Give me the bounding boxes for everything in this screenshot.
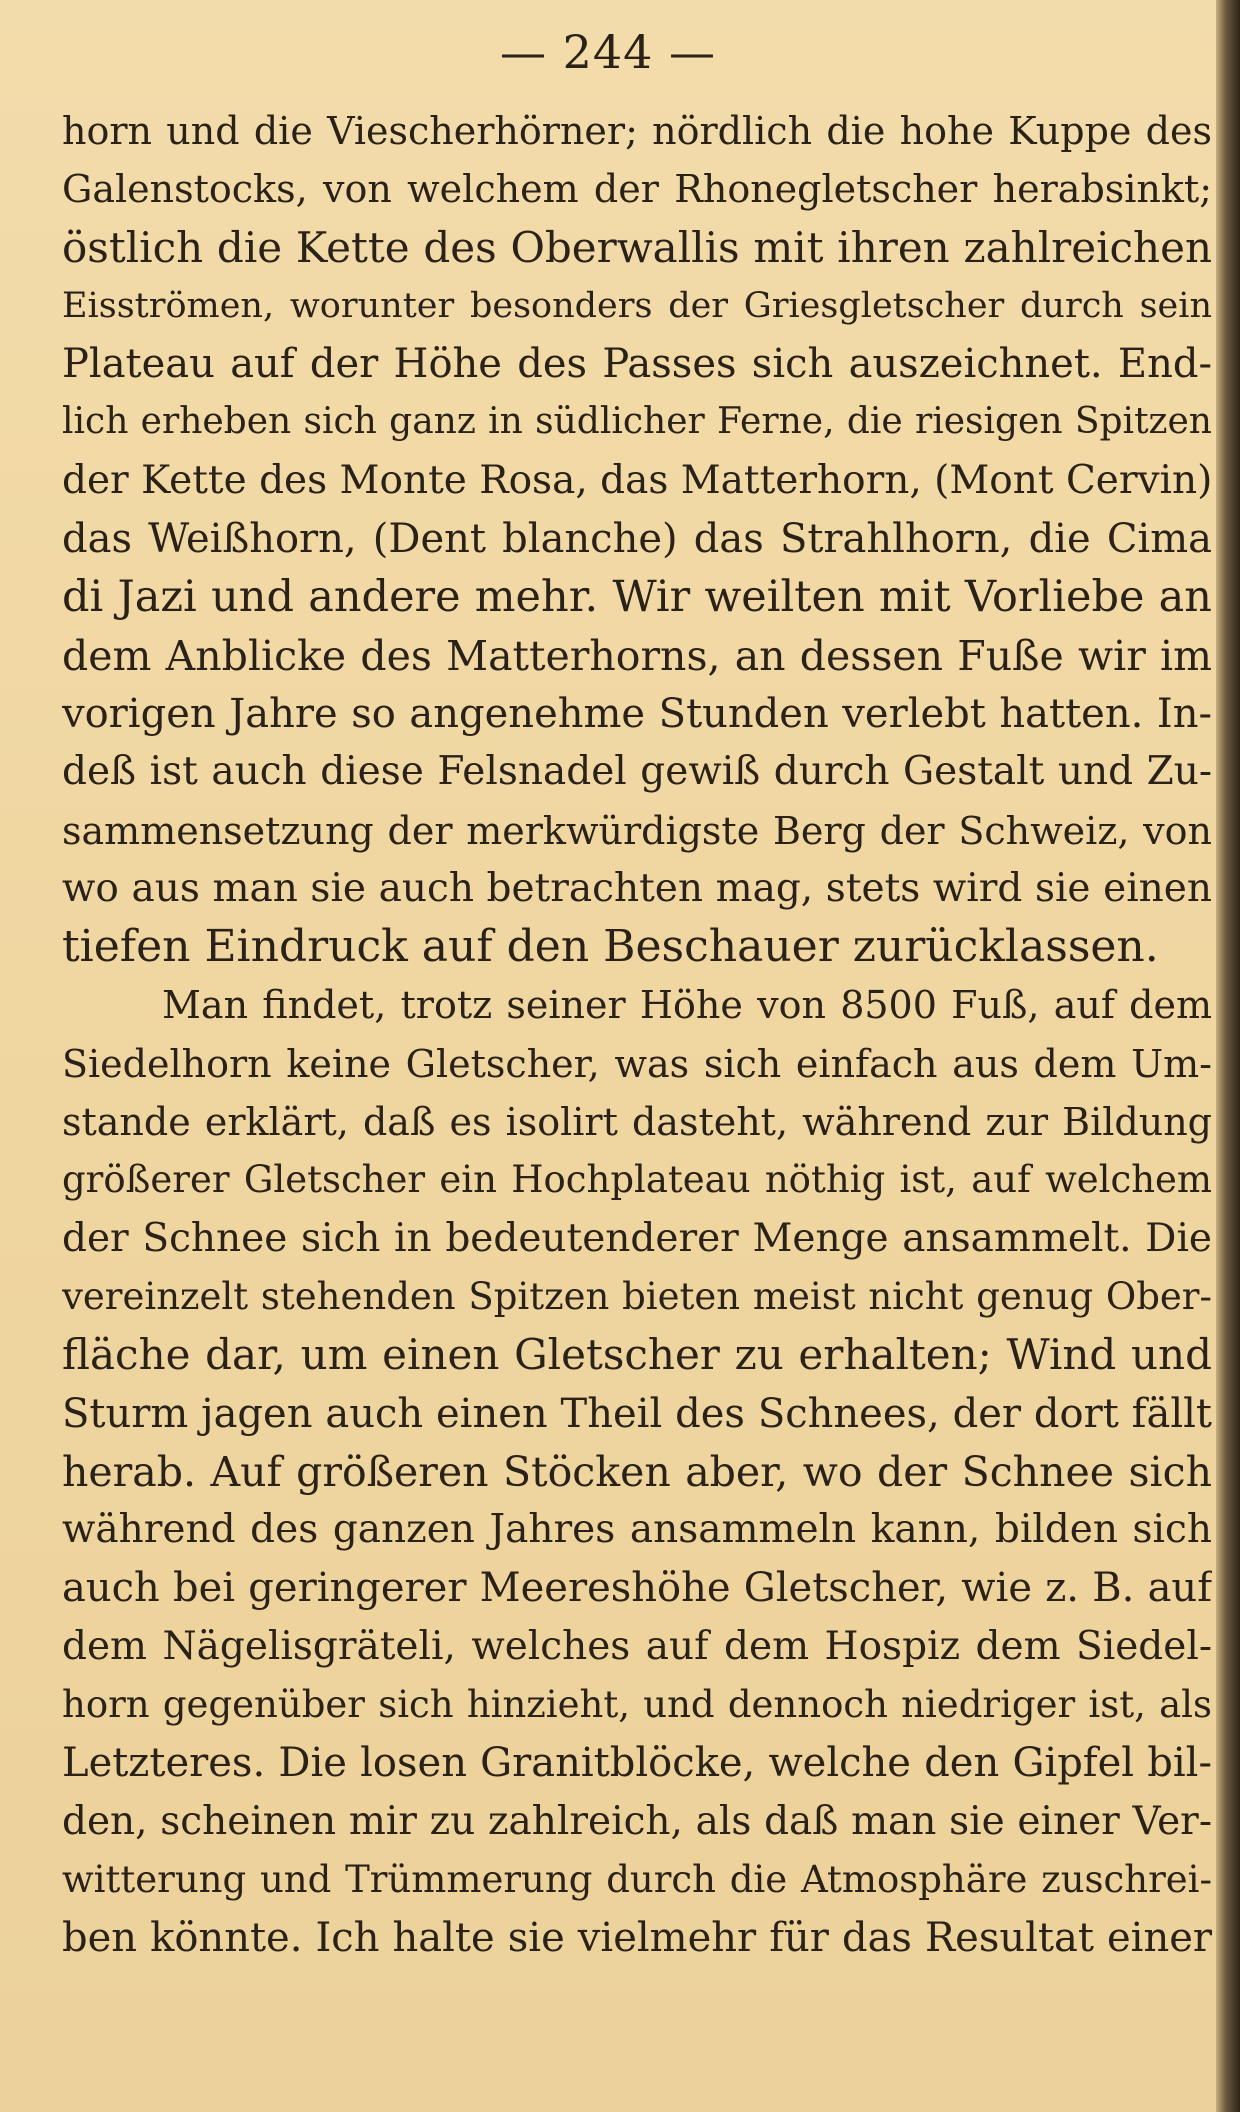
text-line: größerer Gletscher ein Hochplateau nöthig ist, auf welchem (62, 1158, 1212, 1202)
text-line: auch bei geringerer Meereshöhe Gletscher, wie z. B. auf (62, 1565, 1212, 1612)
body-text (62, 102, 1212, 1968)
text-line: stande erklärt, daß es isolirt dasteht, während zur Bildung (62, 1100, 1212, 1145)
text-line: vereinzelt stehenden Spitzen bieten meist nicht genug Ober- (62, 1274, 1212, 1318)
text-line: Sturm jagen auch einen Theil des Schnees, der dort fällt (62, 1390, 1212, 1437)
paragraph-start-line: Man findet, trotz seiner Höhe von 8500 Fuß, auf dem (162, 983, 1212, 1028)
page-number: — 244 — (499, 25, 717, 79)
text-line: das Weißhorn, (Dent blanche) das Strahlhorn, die Cima (62, 516, 1212, 563)
text-line: Eisströmen, worunter besonders der Griesgletscher durch sein (62, 285, 1212, 326)
text-line: Galenstocks, von welchem der Rhonegletscher herabsinkt; (62, 167, 1212, 212)
text-line: den, scheinen mir zu zahlreich, als daß man sie einer Ver- (62, 1798, 1212, 1844)
text-line: horn und die Viescherhörner; nördlich die hohe Kuppe des (62, 109, 1212, 153)
text-line: horn gegenüber sich hinzieht, und dennoch niedriger ist, als (62, 1683, 1212, 1727)
page-edge-shadow (1216, 0, 1240, 2112)
text-line: dem Anblicke des Matterhorns, an dessen Fuße wir im (62, 631, 1212, 680)
text-line: der Kette des Monte Rosa, das Matterhorn, (Mont Cervin) (62, 457, 1212, 503)
text-line: herab. Auf größeren Stöcken aber, wo der Schnee sich (62, 1447, 1212, 1496)
text-line: während des ganzen Jahres ansammeln kann, bilden sich (62, 1507, 1212, 1553)
text-line: di Jazi und andere mehr. Wir weilten mit Vorliebe an (62, 572, 1212, 623)
paragraph-end-line: tiefen Eindruck auf den Beschauer zurücklassen. (62, 921, 1159, 973)
text-line: ben könnte. Ich halte sie vielmehr für das Resultat einer (62, 1915, 1212, 1962)
text-line: Letzteres. Die losen Granitblöcke, welche den Gipfel bil- (62, 1740, 1212, 1787)
text-line: vorigen Jahre so angenehme Stunden verlebt hatten. In- (62, 690, 1212, 737)
text-line: Plateau auf der Höhe des Passes sich auszeichnet. End- (62, 341, 1212, 388)
text-line: dem Nägelisgräteli, welches auf dem Hospiz dem Siedel- (62, 1623, 1212, 1669)
text-line: witterung und Trümmerung durch die Atmosphäre zuschrei- (62, 1857, 1212, 1901)
text-line: Siedelhorn keine Gletscher, was sich einfach aus dem Um- (62, 1041, 1212, 1086)
text-line: der Schnee sich in bedeutenderer Menge ansammelt. Die (62, 1215, 1212, 1261)
text-line: lich erheben sich ganz in südlicher Ferne, die riesigen Spitzen (62, 401, 1212, 443)
text-line: sammensetzung der merkwürdigste Berg der Schweiz, von (62, 808, 1212, 853)
text-line: wo aus man sie auch betrachten mag, stets wird sie einen (62, 865, 1212, 911)
text-line: östlich die Kette des Oberwallis mit ihren zahlreichen (62, 222, 1212, 272)
text-line: deß ist auch diese Felsnadel gewiß durch Gestalt und Zu- (62, 749, 1212, 795)
text-line: fläche dar, um einen Gletscher zu erhalten; Wind und (62, 1330, 1212, 1380)
